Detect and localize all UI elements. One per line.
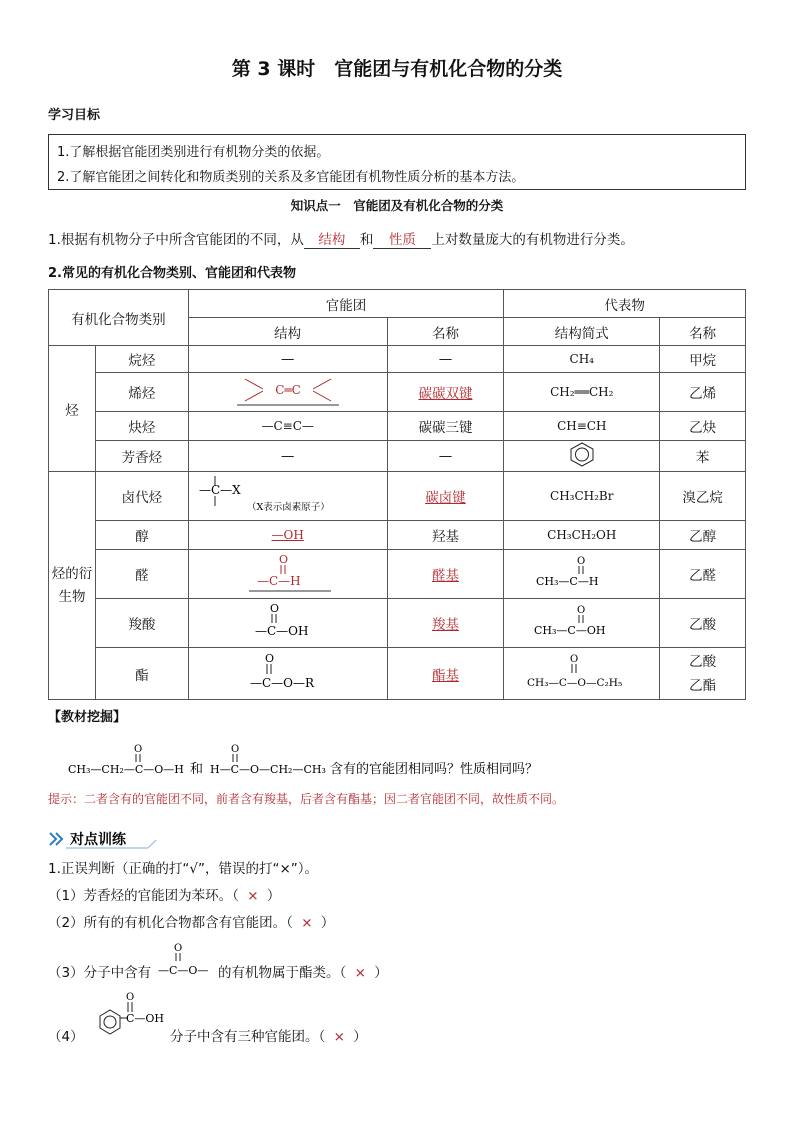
acetaldehyde-text: CH₃—C—H — [535, 575, 599, 588]
oxygen-label: O — [231, 744, 240, 755]
practice-intro: 1.正误判断（正确的打“√”，错误的打“×”）。 — [48, 861, 319, 877]
carboxyl-text: C—OH — [126, 1012, 165, 1025]
group-name-answer: 碳碳双键 — [418, 386, 473, 402]
propanoic-acid-text: CH₃—CH₂—C—O—H — [68, 763, 184, 776]
table-row — [49, 441, 746, 472]
ester-group-text: —C—O— — [158, 964, 209, 977]
aldehyde-structure-drawing — [233, 550, 343, 594]
alkene-structure-drawing — [233, 373, 343, 407]
benzene-ring-icon — [568, 441, 596, 467]
rep-name-line: 乙酸 — [689, 653, 717, 670]
class-cell: 醇 — [95, 521, 188, 550]
group-name-cell: — — [387, 346, 504, 373]
class-cell: 卤代烃 — [95, 472, 188, 521]
practice-answer: × — [333, 1029, 345, 1045]
practice-item-text: （4） — [48, 1029, 84, 1045]
class-cell: 酯 — [95, 648, 188, 700]
class-cell: 醛 — [95, 550, 188, 599]
q1-suffix: 上对数量庞大的有机物进行分类。 — [431, 232, 634, 248]
practice-banner — [48, 828, 158, 850]
practice-item — [48, 911, 334, 931]
rep-name-cell: 苯 — [660, 441, 746, 472]
alkene-structure-text: C═C — [274, 383, 301, 397]
rep-name-cell: 乙炔 — [660, 412, 746, 441]
rep-structure-cell — [504, 550, 660, 599]
oxygen-label: O — [126, 992, 135, 1003]
practice-item-close: ） — [353, 1029, 367, 1045]
group-name-answer: 羧基 — [431, 617, 459, 633]
structure-cell — [188, 472, 387, 521]
practice-item-close: ） — [266, 888, 281, 904]
q1-mid: 和 — [359, 232, 374, 248]
class-cell: 烷烃 — [95, 346, 188, 373]
knowledge-point-heading: 知识点一 官能团及有机化合物的分类 — [290, 198, 504, 213]
header-name: 名称 — [387, 318, 504, 346]
structure-cell — [188, 648, 387, 700]
table-row — [49, 550, 746, 599]
practice-item-close: ） — [374, 965, 388, 981]
oxygen-label: O — [174, 943, 183, 954]
practice-item — [48, 884, 280, 904]
aldehyde-structure-text: —C—H — [256, 574, 301, 588]
structure-cell — [188, 373, 387, 412]
group-name-cell — [387, 648, 504, 700]
haloalkane-structure-drawing — [189, 472, 379, 516]
benzene-ring-icon — [100, 1010, 120, 1034]
table-row — [49, 346, 746, 373]
header-functional-group: 官能团 — [188, 290, 504, 318]
oxygen-label: O — [576, 605, 585, 616]
oxygen-label: O — [134, 744, 143, 755]
classification-table — [48, 289, 746, 700]
mining-question-text: 含有的官能团相同吗？性质相同吗？ — [330, 762, 539, 777]
rep-structure-cell — [504, 648, 660, 700]
group-name-cell: — — [387, 441, 504, 472]
practice-item-text: 的有机物属于酯类。（ — [218, 965, 347, 981]
rep-structure-cell: CH₃CH₂Br — [504, 472, 660, 521]
group-name-cell: 碳碳三键 — [387, 412, 504, 441]
group-name-cell: 羟基 — [387, 521, 504, 550]
rep-name-cell: 甲烷 — [660, 346, 746, 373]
rep-structure-cell — [504, 599, 660, 648]
haloalkane-structure-text: —C—X — [198, 483, 241, 497]
structure-cell — [188, 521, 387, 550]
structure-cell — [188, 599, 387, 648]
rep-structure-cell: CH₂══CH₂ — [504, 373, 660, 412]
mining-molecules-drawing — [66, 738, 726, 782]
practice-banner-drawing — [48, 828, 158, 850]
group-name-answer: 碳卤键 — [425, 490, 466, 506]
practice-item-text: 分子中含有三种官能团。（ — [170, 1029, 326, 1045]
group-name-cell — [387, 550, 504, 599]
q1-blank-structure: 结构 — [304, 228, 360, 249]
practice-item-tail — [170, 1025, 367, 1045]
group-derivative — [49, 472, 96, 700]
ester-group-drawing — [152, 940, 216, 980]
mining-hint: 提示：二者含有的官能团不同，前者含有羧基，后者含有酯基；因二者官能团不同，故性质不同。 — [48, 792, 565, 806]
ethyl-acetate-text: CH₃—C—O—C₂H₅ — [526, 676, 622, 689]
goals-box — [48, 134, 746, 190]
page-title: 第 3 课时 官能团与有机化合物的分类 — [231, 58, 563, 80]
header-category: 有机化合物类别 — [49, 290, 189, 346]
structure-cell: — — [188, 441, 387, 472]
rep-structure-cell — [504, 441, 660, 472]
acetaldehyde-drawing — [522, 552, 642, 592]
table-row — [49, 521, 746, 550]
double-chevron-icon — [50, 833, 62, 845]
benzoic-acid-drawing — [86, 990, 176, 1044]
header-rep-structure: 结构简式 — [504, 318, 660, 346]
oxygen-label: O — [269, 602, 279, 615]
practice-label: 对点训练 — [70, 832, 126, 848]
rep-structure-cell: CH₃CH₂OH — [504, 521, 660, 550]
ester-structure-text: —C—O—R — [249, 675, 314, 690]
carboxyl-structure-text: —C—OH — [254, 624, 309, 638]
practice-answer: × — [301, 915, 313, 931]
rep-name-cell: 乙醛 — [660, 550, 746, 599]
oxygen-label: O — [576, 556, 585, 567]
rep-name-line: 乙酯 — [689, 677, 717, 694]
header-structure: 结构 — [188, 318, 387, 346]
group-name-cell — [387, 472, 504, 521]
class-cell: 烯烃 — [95, 373, 188, 412]
question-1 — [48, 228, 634, 249]
practice-item-close: ） — [320, 915, 335, 931]
goal-item: 2.了解官能团之间转化和物质类别的关系及多官能团有机物性质分析的基本方法。 — [57, 170, 525, 185]
q1-prefix: 1.根据有机物分子中所含官能团的不同，从 — [48, 232, 304, 248]
goals-heading: 学习目标 — [48, 108, 101, 123]
ethyl-acetate-drawing — [507, 650, 657, 694]
q1-blank-property: 性质 — [373, 228, 431, 249]
class-cell: 芳香烃 — [95, 441, 188, 472]
practice-item-tail — [218, 961, 388, 981]
carboxyl-structure-drawing — [233, 599, 343, 643]
and-text: 和 — [190, 762, 204, 777]
structure-cell — [188, 550, 387, 599]
header-representative: 代表物 — [504, 290, 746, 318]
structure-cell: — — [188, 346, 387, 373]
textbook-mining-heading: 【教材挖掘】 — [48, 710, 127, 725]
table-row — [49, 599, 746, 648]
table-row — [49, 648, 746, 700]
practice-answer: × — [247, 888, 259, 904]
halogen-note: （X表示卤素原子） — [246, 502, 330, 513]
class-cell: 炔烃 — [95, 412, 188, 441]
question-2-heading: 2.常见的有机化合物类别、官能团和代表物 — [48, 266, 296, 281]
table-row — [49, 373, 746, 412]
alcohol-structure-answer: —OH — [271, 528, 304, 542]
oxygen-label: O — [264, 651, 274, 665]
table-row — [49, 472, 746, 521]
header-rep-name: 名称 — [660, 318, 746, 346]
group-hydrocarbon: 烃 — [49, 346, 96, 472]
rep-name-cell: 乙烯 — [660, 373, 746, 412]
group-name-cell — [387, 599, 504, 648]
rep-name-cell: 溴乙烷 — [660, 472, 746, 521]
group-derivative-label: 烃的衍生物 — [51, 565, 93, 605]
rep-structure-cell: CH₄ — [504, 346, 660, 373]
acetic-acid-text: CH₃—C—OH — [533, 624, 606, 637]
table-row — [49, 412, 746, 441]
rep-structure-cell: CH≡CH — [504, 412, 660, 441]
ester-structure-drawing — [228, 649, 348, 695]
group-name-cell — [387, 373, 504, 412]
ethyl-formate-text: H—C—O—CH₂—CH₃ — [210, 763, 326, 776]
structure-cell: —C≡C— — [188, 412, 387, 441]
rep-name-cell — [660, 648, 746, 700]
group-name-answer: 醛基 — [431, 568, 459, 584]
oxygen-label: O — [278, 553, 288, 566]
practice-item-text: （3）分子中含有 — [48, 965, 152, 981]
group-name-answer: 酯基 — [431, 667, 459, 684]
rep-name-cell: 乙酸 — [660, 599, 746, 648]
practice-item-text: （2）所有的有机化合物都含有官能团。（ — [48, 915, 293, 931]
mining-question — [66, 738, 726, 786]
rep-name-cell: 乙醇 — [660, 521, 746, 550]
practice-answer: × — [354, 965, 366, 981]
acetic-acid-drawing — [522, 601, 642, 641]
oxygen-label: O — [569, 653, 578, 665]
class-cell: 羧酸 — [95, 599, 188, 648]
goal-item: 1.了解根据官能团类别进行有机物分类的依据。 — [57, 145, 330, 160]
practice-item-text: （1）芳香烃的官能团为苯环。（ — [48, 888, 239, 904]
